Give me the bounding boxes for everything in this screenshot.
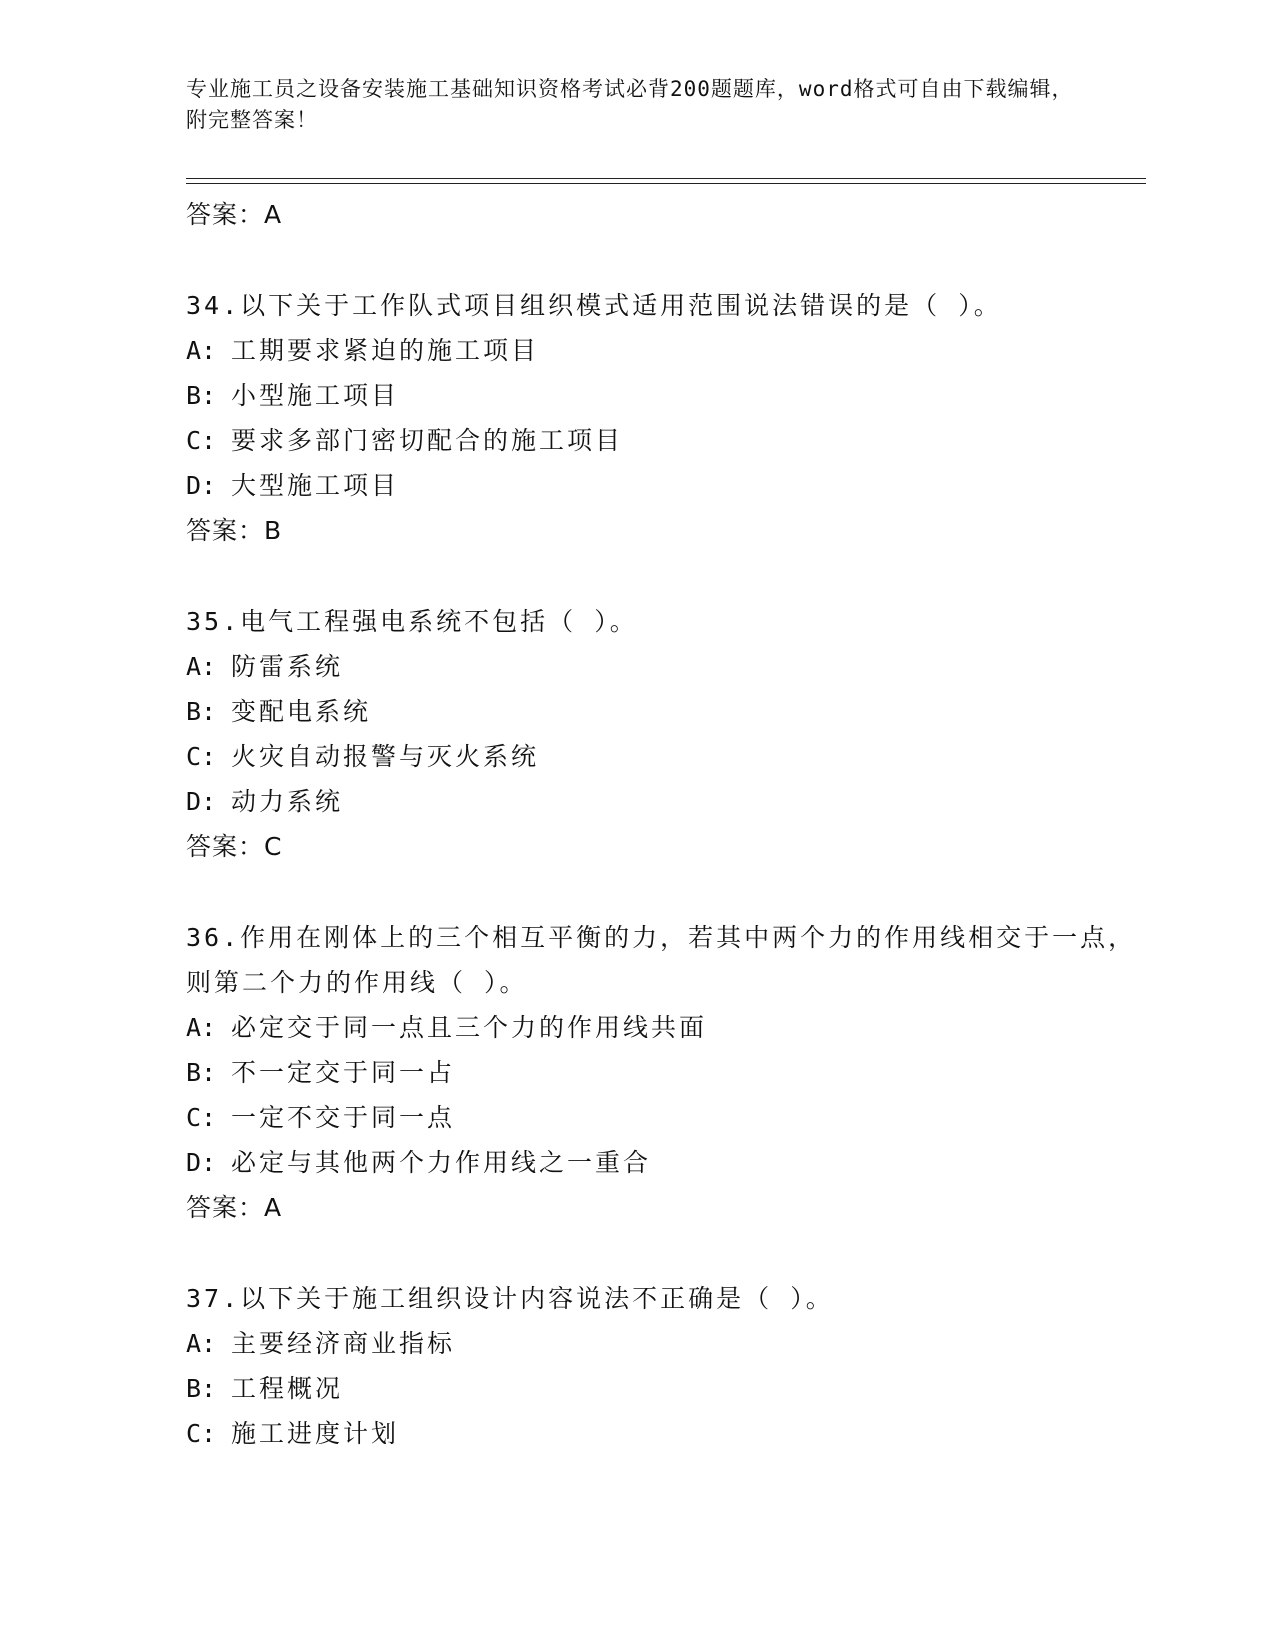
question-block xyxy=(186,1276,1146,1456)
option-line xyxy=(186,463,1146,508)
option-key: B: xyxy=(186,697,217,726)
option-line xyxy=(186,1321,1146,1366)
option-key: A: xyxy=(186,652,217,681)
answer-line: 答案：B xyxy=(186,516,283,545)
option-line xyxy=(186,328,1146,373)
document-header: 专业施工员之设备安装施工基础知识资格考试必背200题题库，word格式可自由下载编辑，附完整答案！ xyxy=(186,77,1074,132)
header-divider-top xyxy=(186,178,1146,179)
option-text: 必定交于同一点且三个力的作用线共面 xyxy=(231,1013,708,1042)
option-line xyxy=(186,1005,1146,1050)
option-key: C: xyxy=(186,1419,217,1448)
option-text: 不一定交于同一占 xyxy=(231,1058,456,1087)
option-text: 大型施工项目 xyxy=(231,471,400,500)
option-text: 动力系统 xyxy=(231,787,344,816)
option-line xyxy=(186,1366,1146,1411)
answer-line: 答案：C xyxy=(186,832,283,861)
option-text: 变配电系统 xyxy=(231,697,372,726)
option-key: C: xyxy=(186,1103,217,1132)
option-key: C: xyxy=(186,742,217,771)
option-key: B: xyxy=(186,1058,217,1087)
option-line xyxy=(186,418,1146,463)
question-stem: 34.以下关于工作队式项目组织模式适用范围说法错误的是（ ）。 xyxy=(186,291,1002,320)
header-divider-bottom xyxy=(186,183,1146,184)
option-text: 必定与其他两个力作用线之一重合 xyxy=(231,1148,652,1177)
option-line xyxy=(186,1411,1146,1456)
option-key: D: xyxy=(186,787,217,816)
question-block xyxy=(186,283,1146,553)
question-stem: 37.以下关于施工组织设计内容说法不正确是（ ）。 xyxy=(186,1284,834,1313)
option-key: C: xyxy=(186,426,217,455)
question-list xyxy=(186,192,1146,1456)
option-line xyxy=(186,734,1146,779)
question-stem: 35.电气工程强电系统不包括（ ）。 xyxy=(186,607,638,636)
question-block xyxy=(186,915,1146,1230)
option-line xyxy=(186,373,1146,418)
option-text: 工期要求紧迫的施工项目 xyxy=(231,336,540,365)
option-line xyxy=(186,1095,1146,1140)
option-text: 一定不交于同一点 xyxy=(231,1103,456,1132)
option-text: 火灾自动报警与灭火系统 xyxy=(231,742,540,771)
option-key: A: xyxy=(186,336,217,365)
option-line xyxy=(186,779,1146,824)
option-text: 主要经济商业指标 xyxy=(231,1329,456,1358)
question-stem: 36.作用在刚体上的三个相互平衡的力，若其中两个力的作用线相交于一点，则第二个力的作用线（ ）。 xyxy=(186,923,1137,997)
option-line xyxy=(186,644,1146,689)
option-key: B: xyxy=(186,381,217,410)
option-line xyxy=(186,1050,1146,1095)
question-block xyxy=(186,599,1146,869)
option-key: B: xyxy=(186,1374,217,1403)
option-text: 要求多部门密切配合的施工项目 xyxy=(231,426,624,455)
option-key: A: xyxy=(186,1329,217,1358)
option-text: 小型施工项目 xyxy=(231,381,400,410)
option-line xyxy=(186,1140,1146,1185)
option-text: 工程概况 xyxy=(231,1374,344,1403)
answer-line: 答案：A xyxy=(186,1193,283,1222)
option-key: D: xyxy=(186,1148,217,1177)
option-key: A: xyxy=(186,1013,217,1042)
option-line xyxy=(186,689,1146,734)
option-key: D: xyxy=(186,471,217,500)
answer-line: 答案：A xyxy=(186,200,283,229)
option-text: 施工进度计划 xyxy=(231,1419,400,1448)
option-text: 防雷系统 xyxy=(231,652,344,681)
